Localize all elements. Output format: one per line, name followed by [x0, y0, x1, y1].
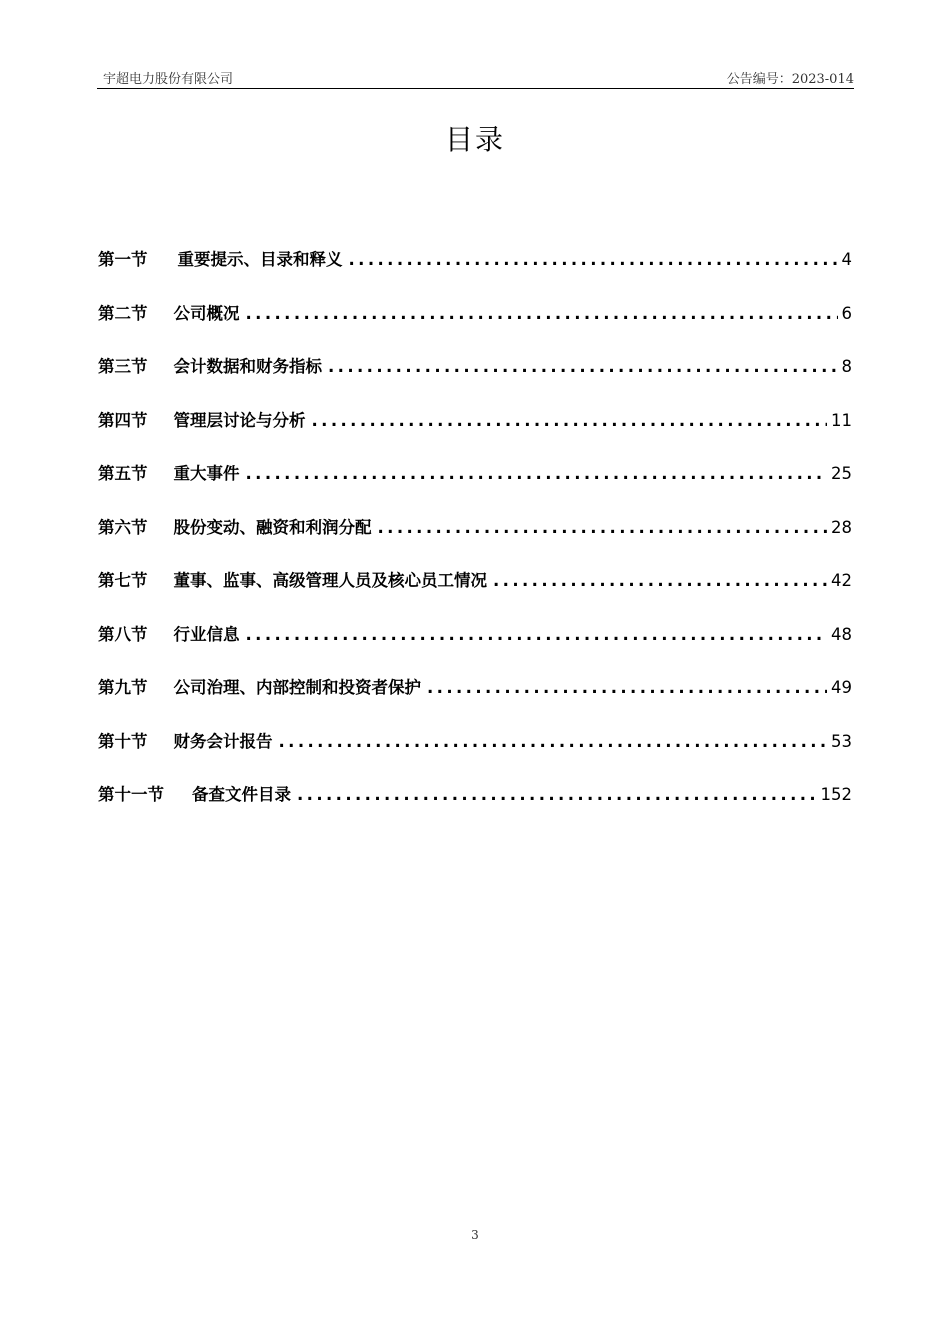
toc-entry[interactable]	[98, 727, 852, 781]
toc-page-number: 11	[831, 410, 852, 430]
toc-section-number: 第四节	[98, 410, 148, 430]
toc-leader-dots	[246, 459, 828, 489]
toc-leader-dots	[378, 513, 828, 543]
toc-section-title: 公司概况	[173, 303, 240, 323]
toc-leader-dots	[279, 727, 828, 757]
page-footer	[0, 1228, 950, 1242]
toc-entry[interactable]	[98, 299, 852, 353]
footer-page-number: 3	[471, 1228, 479, 1242]
toc-entry[interactable]	[98, 459, 852, 513]
toc-entry[interactable]	[98, 513, 852, 567]
toc-section-number: 第三节	[98, 357, 148, 376]
toc-entry[interactable]	[98, 352, 852, 406]
toc-leader-dots	[246, 299, 838, 329]
toc-section-number: 第十一节	[98, 785, 164, 804]
toc-section-number: 第十节	[98, 731, 148, 751]
toc-page-number: 49	[831, 678, 852, 697]
page-header	[97, 66, 854, 89]
toc-section-number: 第八节	[98, 624, 148, 644]
toc-section-number: 第六节	[98, 517, 148, 537]
toc-section-number: 第九节	[98, 678, 148, 697]
toc-leader-dots	[427, 673, 827, 703]
toc-page-number: 152	[820, 785, 852, 804]
toc-section-number: 第七节	[98, 571, 148, 590]
toc-page-number: 25	[831, 464, 852, 483]
table-of-contents	[98, 245, 852, 834]
company-name: 宇超电力股份有限公司	[103, 72, 234, 87]
toc-section-title: 财务会计报告	[173, 731, 273, 751]
toc-section-title: 公司治理、内部控制和投资者保护	[173, 678, 421, 697]
toc-entry[interactable]	[98, 245, 852, 299]
toc-entry[interactable]	[98, 620, 852, 674]
toc-page-number: 4	[841, 250, 852, 269]
toc-page-number: 28	[831, 517, 852, 537]
toc-section-title: 重大事件	[173, 464, 240, 483]
toc-section-number: 第二节	[98, 303, 148, 323]
toc-leader-dots	[312, 406, 828, 436]
toc-entry[interactable]	[98, 780, 852, 834]
toc-section-title: 备查文件目录	[192, 785, 291, 804]
toc-section-title: 股份变动、融资和利润分配	[173, 517, 372, 537]
toc-leader-dots	[246, 620, 828, 650]
toc-section-title: 管理层讨论与分析	[173, 410, 306, 430]
toc-page-number: 53	[831, 731, 852, 751]
toc-section-title: 会计数据和财务指标	[173, 357, 322, 376]
toc-section-number: 第五节	[98, 464, 148, 483]
toc-page-number: 42	[831, 571, 852, 590]
toc-section-number: 第一节	[98, 250, 148, 269]
toc-leader-dots	[349, 245, 838, 275]
toc-page-number: 48	[831, 624, 852, 644]
toc-page-number: 8	[841, 357, 852, 376]
toc-entry[interactable]	[98, 566, 852, 620]
toc-page-number: 6	[841, 303, 852, 323]
page-title: 目录	[444, 123, 505, 156]
toc-entry[interactable]	[98, 673, 852, 727]
toc-section-title: 董事、监事、高级管理人员及核心员工情况	[173, 571, 487, 590]
toc-leader-dots	[328, 352, 838, 382]
toc-section-title: 重要提示、目录和释义	[177, 250, 343, 269]
toc-leader-dots	[297, 780, 817, 810]
notice-number: 公告编号：2023-014	[726, 72, 854, 87]
toc-entry[interactable]	[98, 406, 852, 460]
toc-leader-dots	[493, 566, 827, 596]
toc-section-title: 行业信息	[173, 624, 240, 644]
